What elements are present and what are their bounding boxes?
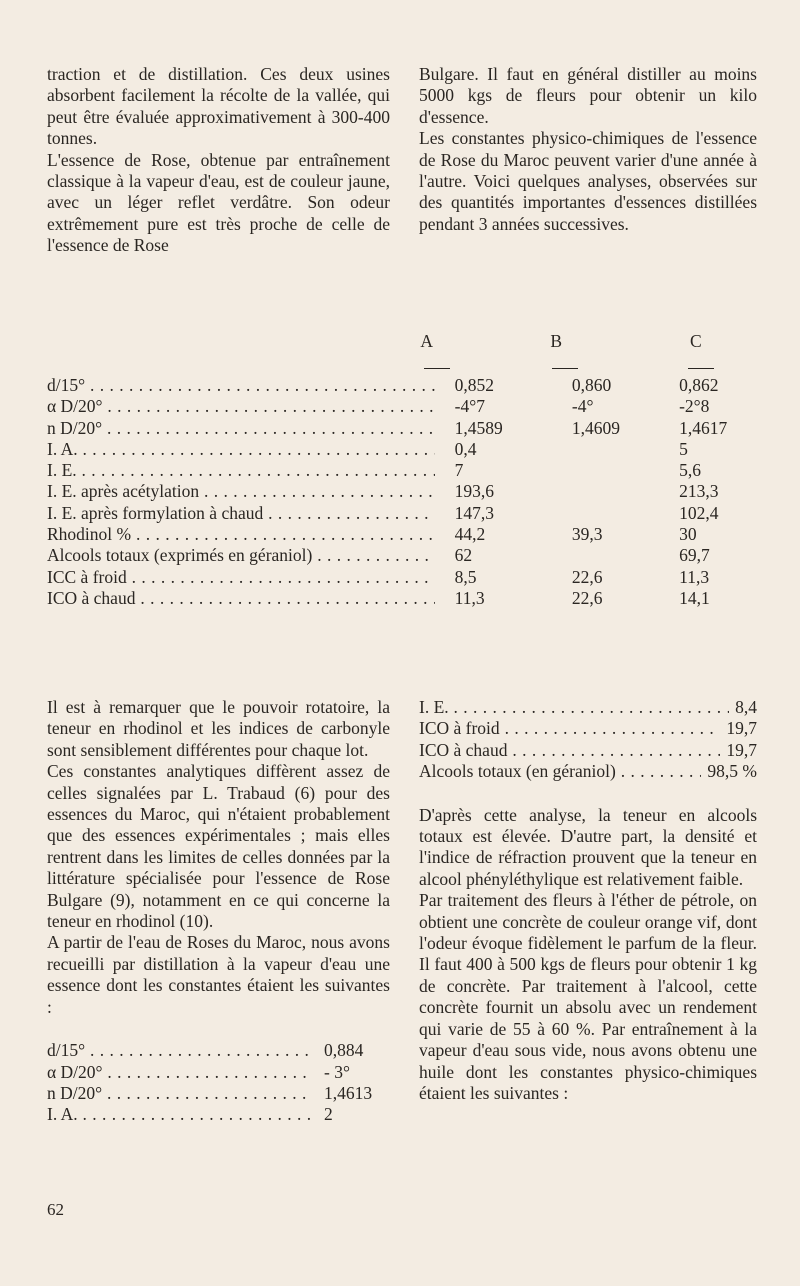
- value-c: 14,1: [679, 587, 710, 608]
- column-header-b: B: [550, 331, 563, 351]
- constant-label: I. A. . . .: [47, 1104, 312, 1125]
- constant-value: 19,7: [726, 718, 757, 739]
- constant-value: 19,7: [726, 739, 757, 760]
- value-b: -4°: [571, 396, 594, 417]
- table-row: [47, 545, 757, 566]
- page-number: 62: [47, 1200, 64, 1219]
- constant-row: [47, 1062, 390, 1083]
- constant-label: n D/20° . . .: [47, 1083, 312, 1104]
- constant-row: [419, 740, 757, 761]
- row-label: I. E. après acétylation . . .: [47, 481, 435, 502]
- table-row: [47, 375, 757, 396]
- paragraph-distillation: traction et de distillation. Ces deux usines absorbent facilement la récolte de la vallée, qui peut être évaluée approximativement à 300-400 tonnes.: [47, 64, 390, 149]
- constant-value: 1,4613: [324, 1082, 373, 1103]
- constant-value: - 3°: [324, 1061, 350, 1082]
- middle-left-column: [47, 697, 390, 1126]
- column-header-c: C: [689, 331, 702, 351]
- middle-right-column: [419, 697, 757, 1104]
- value-a: 62: [454, 545, 473, 566]
- value-c: 69,7: [679, 545, 710, 566]
- paragraph-bulgare: Bulgare. Il faut en général distiller au moins 5000 kgs de fleurs pour obtenir un kilo d'essence.: [419, 64, 757, 127]
- value-a: 147,3: [454, 502, 494, 523]
- constant-value: 8,4: [735, 697, 757, 717]
- row-label: ICO à chaud . . .: [47, 588, 435, 609]
- row-label: n D/20° . . .: [47, 418, 435, 439]
- value-b: 22,6: [571, 587, 603, 608]
- table-body: [47, 375, 757, 609]
- value-a: -4°7: [454, 396, 485, 417]
- table-header: [47, 331, 757, 353]
- constant-label: ICO à chaud . . .: [419, 740, 720, 761]
- table-row: [47, 418, 757, 439]
- constant-row: [419, 761, 757, 782]
- row-label: d/15° . . .: [47, 375, 435, 396]
- value-a: 1,4589: [454, 417, 503, 438]
- analysis-table: [47, 331, 757, 609]
- paragraph-concrete: Par traitement des fleurs à l'éther de pétrole, on obtient une concrète de couleur orange vif, dont l'odeur évoque fidèlement le parfum de la fleur. Il faut 400 à 500 kgs de fleurs pour obtenir 1 kg de concrète. Par traitement à l'alcool, cette concrète fournit un absolu avec un rendement qui varie de 55 à 60 %. Par entraînement à la vapeur d'eau sous vide, nous avons obtenu une huile dont les constantes physico-chimiques étaient les suivantes :: [419, 890, 757, 1103]
- paragraph-analysis: D'après cette analyse, la teneur en alcools totaux est élevée. D'autre part, la densité et l'indice de réfraction prouvent que la teneur en alcool phényléthylique est relativement faible.: [419, 804, 757, 889]
- constant-label: ICO à froid . . .: [419, 718, 720, 739]
- value-a: 193,6: [454, 481, 494, 502]
- constant-label: α D/20° . . .: [47, 1062, 312, 1083]
- value-c: 30: [679, 524, 697, 545]
- value-b: 1,4609: [571, 417, 621, 438]
- value-c: 11,3: [679, 566, 710, 587]
- table-row: [47, 439, 757, 460]
- value-a: 11,3: [454, 587, 485, 608]
- table-row: [47, 396, 757, 417]
- column-header-a: A: [420, 331, 434, 351]
- rose-water-constants: [47, 1040, 390, 1126]
- table-row: [47, 460, 757, 481]
- table-row: [47, 588, 757, 609]
- constant-value: 0,884: [324, 1040, 364, 1061]
- top-left-column: [47, 64, 390, 257]
- row-label: α D/20° . . .: [47, 396, 435, 417]
- value-b: 39,3: [571, 524, 603, 545]
- value-c: 0,862: [679, 375, 719, 395]
- constant-label: I. E. . . .: [419, 697, 729, 718]
- row-label: Rhodinol % . . .: [47, 524, 435, 545]
- value-c: -2°8: [679, 396, 710, 417]
- row-label: I. A. . . .: [47, 439, 435, 460]
- constant-label: Alcools totaux (en géraniol) . . .: [419, 761, 701, 782]
- value-a: 0,4: [454, 438, 477, 459]
- value-c: 1,4617: [679, 417, 728, 438]
- value-a: 8,5: [454, 566, 477, 587]
- value-a: 0,852: [454, 375, 494, 395]
- constant-row: [419, 718, 757, 739]
- value-a: 7: [454, 460, 464, 481]
- header-rule: [688, 368, 714, 369]
- table-row: [47, 481, 757, 502]
- top-right-column: [419, 64, 757, 235]
- table-row: [47, 524, 757, 545]
- constant-row: [419, 697, 757, 718]
- header-rule: [424, 368, 450, 369]
- constant-row: [47, 1040, 390, 1061]
- paragraph-essence-description: L'essence de Rose, obtenue par entraînement classique à la vapeur d'eau, est de couleur jaune, avec un léger reflet verdâtre. Son odeur extrêmement pure est très proche de celle de l'essence de Rose: [47, 149, 390, 256]
- row-label: I. E. après formylation à chaud . . .: [47, 503, 435, 524]
- constant-row: [47, 1104, 390, 1125]
- paragraph-rose-water: A partir de l'eau de Roses du Maroc, nous avons recueilli par distillation à la vapeur d'eau une essence dont les constantes étaient les suivantes :: [47, 932, 390, 1017]
- header-rule-row: [47, 353, 757, 375]
- value-c: 5,6: [679, 460, 701, 481]
- value-c: 213,3: [679, 481, 719, 502]
- row-label: I. E. . . .: [47, 460, 435, 481]
- value-c: 102,4: [679, 502, 719, 523]
- value-a: 44,2: [454, 524, 486, 545]
- table-row: [47, 503, 757, 524]
- value-b: 0,860: [571, 375, 612, 395]
- row-label: ICC à froid . . .: [47, 567, 435, 588]
- paragraph-constants-intro: Les constantes physico-chimiques de l'essence de Rose du Maroc peuvent varier d'une année à l'autre. Voici quelques analyses, observées sur des quantités importantes d'essences distillées pendant 3 années successives.: [419, 128, 757, 234]
- constant-value: 2: [324, 1104, 333, 1125]
- value-b: 22,6: [571, 566, 603, 587]
- constant-row: [47, 1083, 390, 1104]
- header-rule: [552, 368, 578, 369]
- table-row: [47, 567, 757, 588]
- constant-label: d/15° . . .: [47, 1040, 312, 1061]
- row-label: Alcools totaux (exprimés en géraniol) . . .: [47, 545, 435, 566]
- value-c: 5: [679, 438, 688, 459]
- paragraph-remark: Il est à remarquer que le pouvoir rotatoire, la teneur en rhodinol et les indices de carbonyle sont sensiblement différentes pour chaque lot.: [47, 697, 390, 760]
- rose-water-constants-continued: [419, 697, 757, 783]
- constant-value: 98,5 %: [707, 761, 757, 782]
- paragraph-trabaud: Ces constantes analytiques diffèrent assez de celles signalées par L. Trabaud (6) pour des essences du Maroc, qui n'étaient probablement que des essences expérimentales ; mais elles rentrent dans les limites de celles données par la littérature spécialisée pour l'essence de Rose Bulgare (9), notamment en ce qui concerne la teneur en rhodinol (10).: [47, 761, 390, 932]
